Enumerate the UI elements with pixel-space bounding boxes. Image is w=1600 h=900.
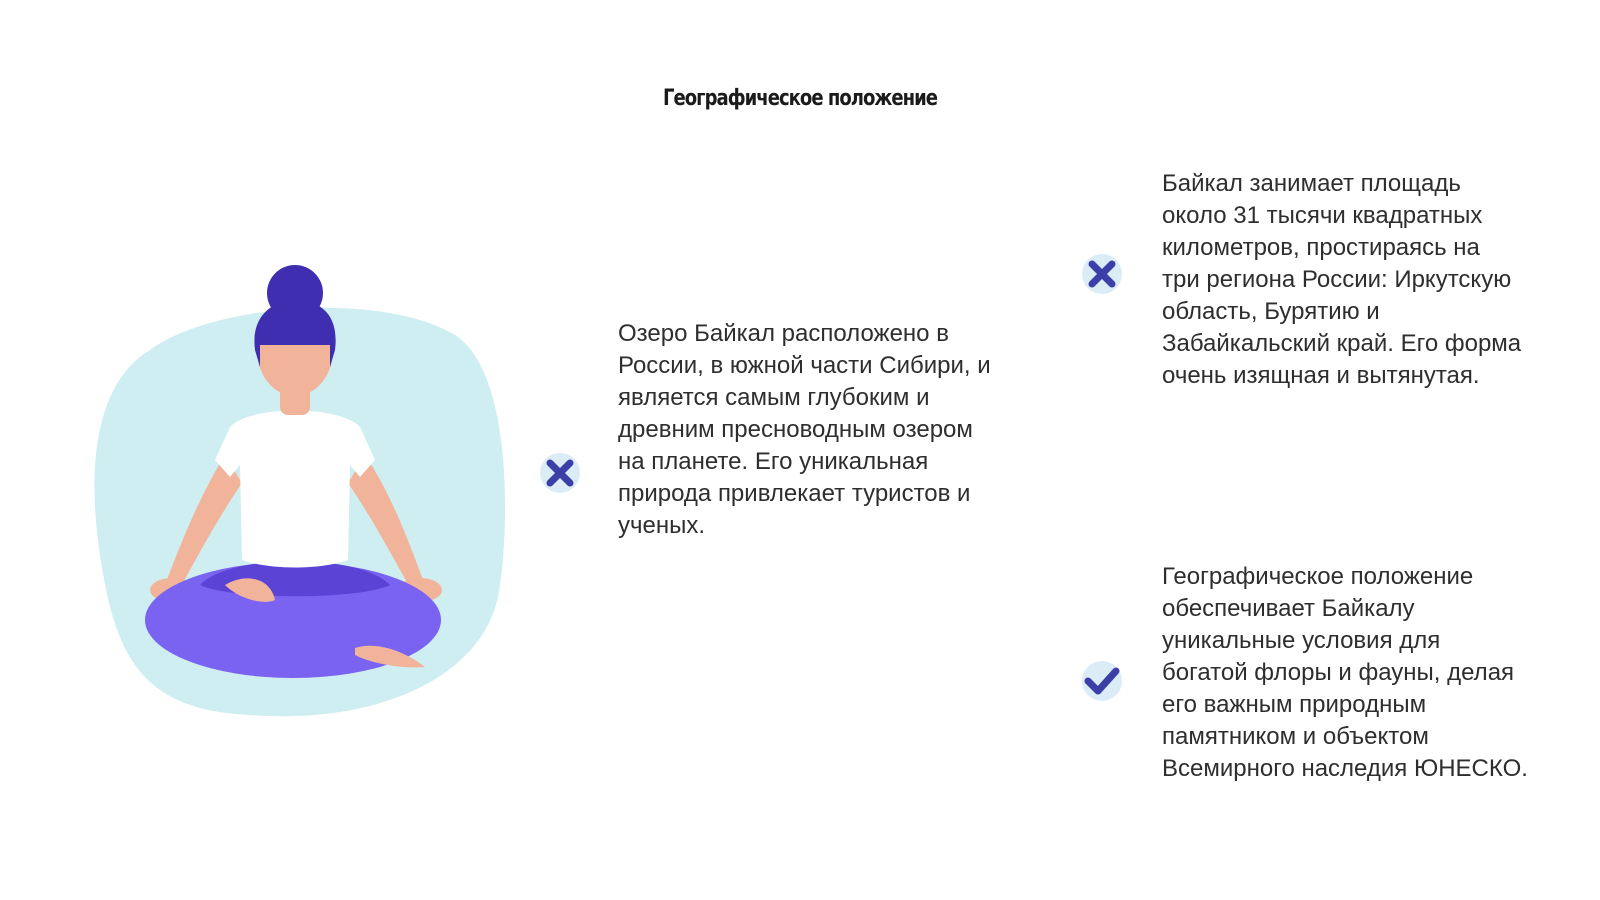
checkmark-icon <box>1078 657 1126 705</box>
meditation-illustration <box>80 255 520 735</box>
item-text-3: Географическое положение обеспечивает Байкалу уникальные условия для богатой флоры и фауны, делая его важным природным памятником и объектом Всемирного наследия ЮНЕСКО. <box>1162 563 1528 782</box>
slide-title: Географическое положение <box>662 86 938 111</box>
cross-icon <box>536 449 584 497</box>
cross-icon <box>1078 250 1126 298</box>
item-text-1: Озеро Байкал расположено в России, в южной части Сибири, и является самым глубоким и древним пресноводным озером на планете. Его уникальная природа привлекает туристов и ученых. <box>618 320 991 539</box>
item-text-2: Байкал занимает площадь около 31 тысячи квадратных километров, простираясь на три региона России: Иркутскую область, Бурятию и Забайкальский край. Его форма очень изящная и вытянутая. <box>1162 170 1522 389</box>
